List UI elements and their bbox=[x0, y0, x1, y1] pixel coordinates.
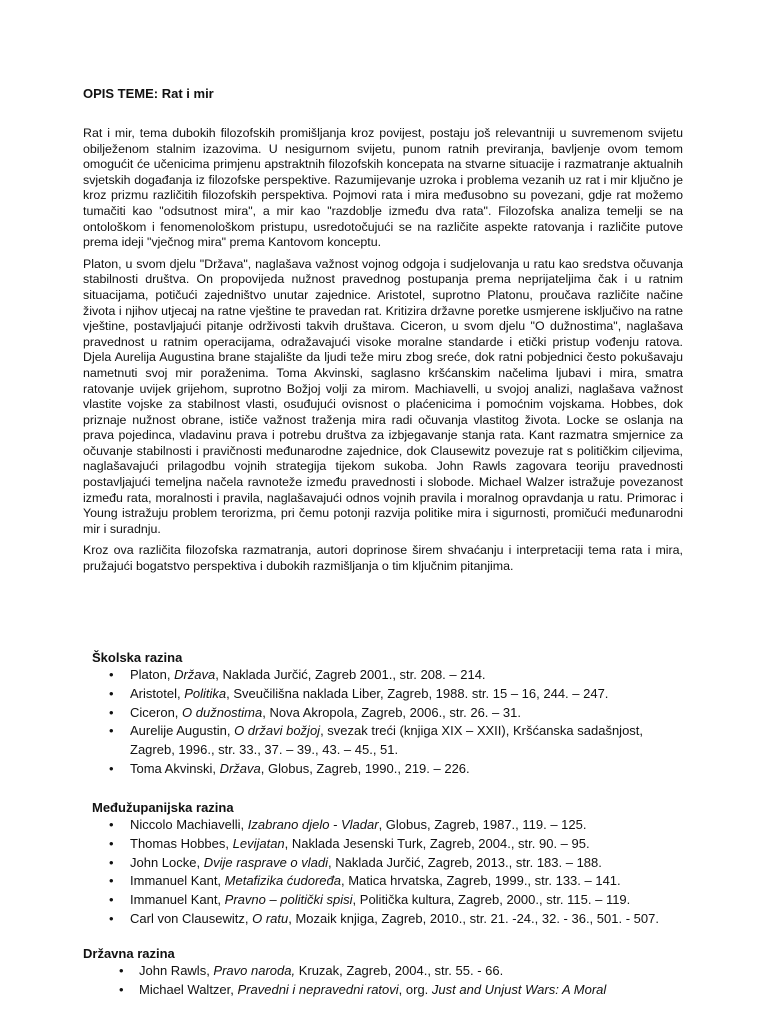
work-title-original: Just and Unjust Wars: A Moral bbox=[431, 981, 607, 997]
publication-details: , Mozaik knjiga, Zagreb, 2010., str. 21. -24., 32. - 36., 501. - 507. bbox=[288, 910, 659, 926]
bibliography-item bbox=[83, 704, 683, 723]
page-title: OPIS TEME: Rat i mir bbox=[83, 86, 214, 101]
bibliography-item bbox=[83, 816, 683, 835]
author-text: John Locke, bbox=[130, 854, 204, 870]
bibliography-item bbox=[83, 981, 683, 1000]
author-text: Immanuel Kant, bbox=[130, 873, 225, 889]
bibliography-item bbox=[83, 854, 683, 873]
work-title: Politika bbox=[184, 685, 227, 701]
section-title: Međužupanijska razina bbox=[92, 800, 234, 815]
bibliography-item bbox=[83, 685, 683, 704]
publication-details: , org. bbox=[398, 981, 432, 997]
bibliography-item bbox=[83, 910, 683, 929]
publication-details: , Matica hrvatska, Zagreb, 1999., str. 133. – 141. bbox=[341, 873, 621, 889]
state-level-section bbox=[83, 946, 683, 1000]
bibliography-item bbox=[83, 962, 683, 981]
publication-details: , Naklada Jurčić, Zagreb, 2013., str. 183. – 188. bbox=[328, 854, 602, 870]
author-text: Toma Akvinski, bbox=[130, 760, 220, 776]
publication-details: , svezak treći (knjiga XIX – XXII), Kršćanska sadašnjost, Zagreb, 1996., str. 33., 37. – 39., 43. – 45., 51. bbox=[130, 723, 644, 758]
intro-paragraph: Rat i mir, tema dubokih filozofskih promišljanja kroz povijest, postaju još relevantniji u suvremenom svijetu obilježenom stalnim izazovima. U nesigurnom svijetu, punom ratnih previranja, bavljenje ovom temom omogućit će učenicima primjenu apstraktnih filozofskih koncepata na stvarne situacije i razmatranje aktualnih svjetskih događanja iz filozofske perspektive. Razumijevanje uzroka i problema vezanih uz rat i mir ključno je kroz prizmu različitih filozofskih perspektiva. Pojmovi rata i mira međusobno su povezani, gdje rat možemo tumačiti kao "odsutnost mira", a mir kao "razdoblje između dva rata". Filozofska analiza temelji se na ontološkom i fenomenološkom pristupu, usredotočujući se na različite aspekte ratovanja i različite putove prema ideji "vječnog mira" prema Kantovom konceptu. bbox=[83, 126, 683, 250]
work-title: O državi božjoj bbox=[234, 723, 321, 739]
work-title: O ratu bbox=[252, 910, 289, 926]
work-title: Izabrano djelo - Vladar bbox=[247, 817, 379, 832]
state-bibliography-list bbox=[83, 962, 683, 1000]
bibliography-item bbox=[83, 666, 683, 685]
author-text: Michael Waltzer, bbox=[139, 981, 238, 997]
bibliography-item bbox=[83, 872, 683, 891]
work-title: Pravo naroda, bbox=[213, 963, 296, 978]
conclusion-paragraph: Kroz ova različita filozofska razmatranja, autori doprinose širem shvaćanju i interpretaciji tema rata i mira, pružajući bogatstvo perspektiva i dubokih razmišljanja o tim ključnim pitanjima. bbox=[83, 543, 683, 574]
work-title: Pravno – politički spisi bbox=[224, 892, 353, 908]
bibliography-item bbox=[83, 760, 683, 779]
bibliography-item bbox=[83, 835, 683, 854]
publication-details: Kruzak, Zagreb, 2004., str. 55. - 66. bbox=[295, 963, 504, 978]
publication-details: , Sveučilišna naklada Liber, Zagreb, 1988. str. 15 – 16, 244. – 247. bbox=[226, 685, 609, 701]
author-text: John Rawls, bbox=[139, 963, 214, 978]
document-body bbox=[83, 86, 683, 581]
bibliography-item bbox=[83, 891, 683, 910]
author-text: Carl von Clausewitz, bbox=[130, 910, 253, 926]
publication-details: , Nova Akropola, Zagreb, 2006., str. 26. – 31. bbox=[262, 704, 521, 720]
author-text: Aurelije Augustin, bbox=[130, 723, 235, 739]
work-title: Država bbox=[174, 667, 216, 682]
publication-details: , Politička kultura, Zagreb, 2000., str. 115. – 119. bbox=[352, 892, 631, 908]
work-title: Pravedni i nepravedni ratovi bbox=[237, 981, 399, 997]
school-level-section bbox=[83, 650, 683, 779]
publication-details: , Globus, Zagreb, 1990., 219. – 226. bbox=[260, 760, 470, 776]
author-text: Platon, bbox=[130, 667, 175, 682]
bibliography-item bbox=[83, 722, 683, 760]
section-title: Školska razina bbox=[92, 650, 183, 665]
work-title: Metafizika ćudoređa bbox=[224, 873, 341, 889]
work-title: Dvije rasprave o vladi bbox=[203, 854, 328, 870]
county-level-section bbox=[83, 800, 683, 929]
author-text: Thomas Hobbes, bbox=[130, 835, 233, 851]
publication-details: , Naklada Jesenski Turk, Zagreb, 2004., str. 90. – 95. bbox=[284, 835, 590, 851]
author-text: Aristotel, bbox=[130, 685, 185, 701]
work-title: O dužnostima bbox=[182, 704, 263, 720]
author-text: Niccolo Machiavelli, bbox=[130, 817, 248, 832]
author-text: Immanuel Kant, bbox=[130, 892, 225, 908]
author-text: Ciceron, bbox=[130, 704, 183, 720]
school-bibliography-list bbox=[83, 666, 683, 779]
work-title: Levijatan bbox=[232, 835, 285, 851]
publication-details: , Globus, Zagreb, 1987., 119. – 125. bbox=[378, 817, 587, 832]
philosophers-paragraph: Platon, u svom djelu "Država", naglašava važnost vojnog odgoja i sudjelovanja u ratu kao sredstva očuvanja stabilnosti društva. On propovijeda nužnost pravednog postupanja prema neprijateljima čak i u ratnim situacijama, potičući zajedništvo unutar zajednice. Aristotel, suprotno Platonu, proučava različite načine života i njihov utjecaj na ratne vještine te pravedan rat. Kritizira državne poretke usmjerene isključivo na ratne vještine, postavljajući pitanje održivosti takvih društava. Ciceron, u svom djelu "O dužnostima", naglašava pravednost u ratnim operacijama, odražavajući visoke moralne standarde i etički pristup vođenju ratova. Djela Aurelija Augustina brane stajalište da ljudi teže miru zbog sreće, dok ratni pobjednici često pokušavaju nametnuti svoj mir poraženima. Toma Akvinski, saglasno kršćanskim načelima ljubavi i mira, smatra ratovanje uvijek grijehom, suprotno Božjoj volji za mirom. Machiavelli, u svojoj analizi, naglašava važnost vlastite vojske za stabilnost vlasti, osuđujući ovisnost o plaćenicima i pomoćnim vojskama. Hobbes, dok priznaje nužnost obrane, ističe važnost traženja mira radi očuvanja vlastitog života. Locke se oslanja na prava pojedinca, vladavinu prava i potrebu društva za izbjegavanje stanja rata. Kant razmatra smjernice za očuvanje stabilnosti i pravičnosti međunarodne zajednice, dok Clausewitz povezuje rat s političkim ciljevima, naglašavajući prilagodbu vojnih strategija tijekom sukoba. John Rawls zagovara teoriju pravednosti postavljajući temeljna načela ravnoteže između pravednosti i slobode. Michael Walzer istražuje povezanost između rata, moralnosti i pravila, naglašavajući odnos vojnih pravila i moralnog opravdanja u ratu. Primorac i Young istražuju problem terorizma, pri čemu potonji razvija politike mira i sigurnosti, promičući međunarodni mir i suradnju. bbox=[83, 256, 683, 536]
section-title: Državna razina bbox=[83, 946, 175, 961]
county-bibliography-list bbox=[83, 816, 683, 929]
publication-details: , Naklada Jurčić, Zagreb 2001., str. 208. – 214. bbox=[215, 667, 486, 682]
work-title: Država bbox=[219, 760, 261, 776]
